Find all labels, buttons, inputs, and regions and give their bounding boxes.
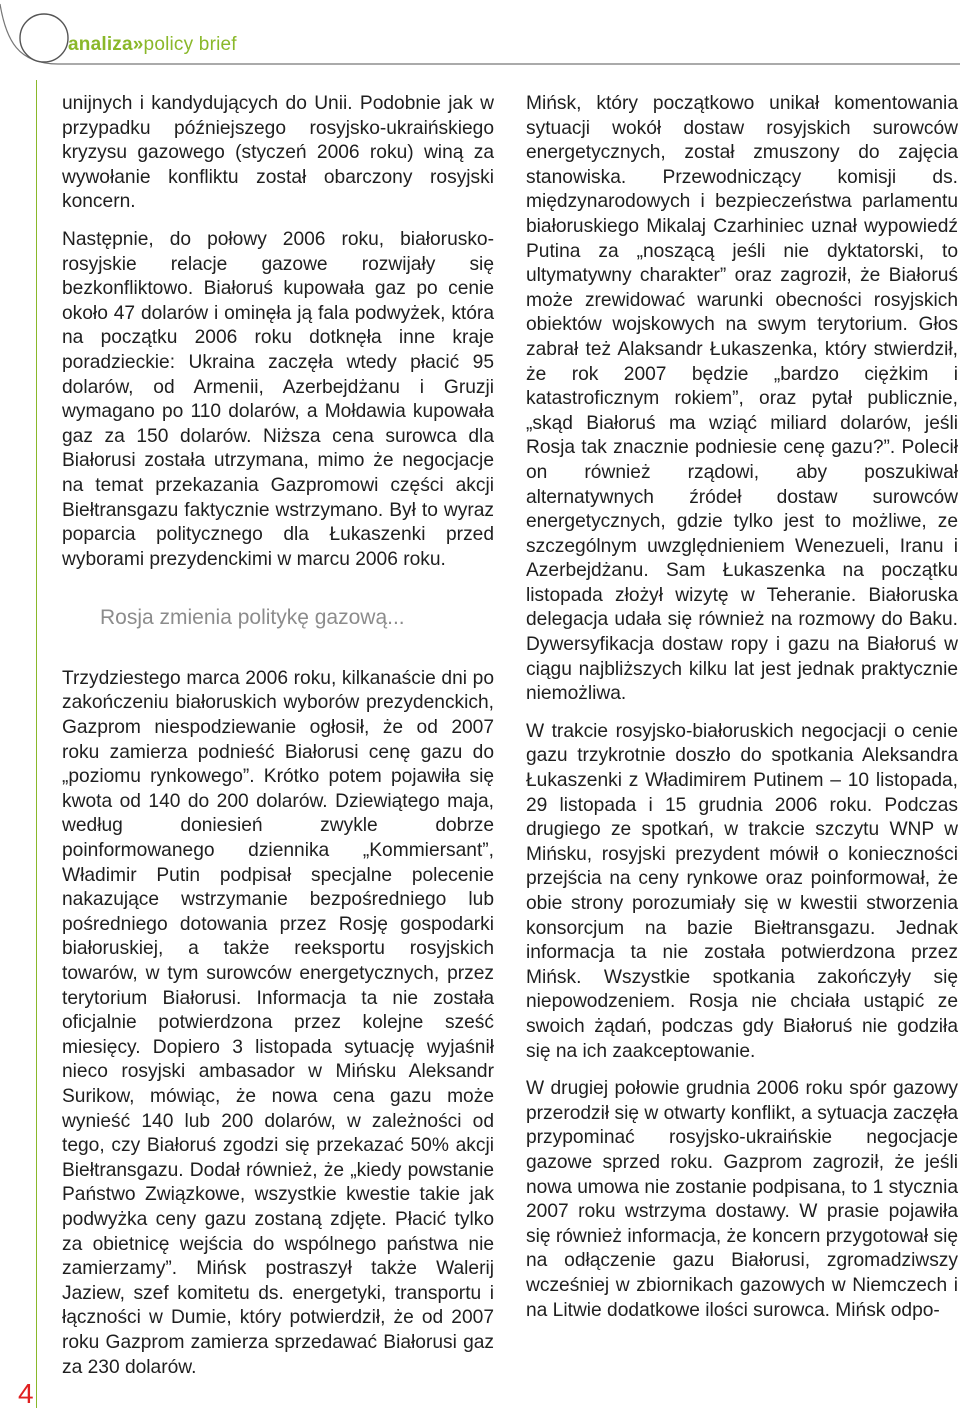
right-paragraph-2: W trakcie rosyjsko-białoruskich negocjacji o cenie gazu trzykrotnie doszło do spotkania Aleksandra Łukaszenki z Władimirem Putinem – 10 listopada, 29 listopada i 15 grudnia 2006 roku. Podczas drugiego ze spotkań, w trakcie szczytu WNP w Mińsku, rosyjski prezydent mówił o konieczności przejścia na ceny rynkowe oraz poinformował, że obie strony porozumiały się w kwestii stworzenia konsorcjum na bazie Biełtransgazu. Jednak informacja ta nie została potwierdzona przez Mińsk. Wszystkie spotkania zakończyły się niepowodzeniem. Rosja nie chciała ustąpić ze swoich żądań, podczas gdy Białoruś nie godziła się na ich zaakceptowanie.: [526, 720, 958, 1062]
left-paragraph-1: unijnych i kandydujących do Unii. Podobnie jak w przypadku późniejszego rosyjsko-ukraińskiego kryzysu gazowego (styczeń 2006 roku) winą za wywołanie konfliktu został obarczony rosyjski koncern.: [62, 93, 494, 213]
brand-part1: analiza: [68, 34, 133, 55]
brand-logo: [68, 34, 237, 56]
right-column: [526, 92, 958, 1336]
left-paragraph-3: Trzydziestego marca 2006 roku, kilkanaście dni po zakończeniu białoruskich wyborów prezydenckich, Gazprom niespodziewanie ogłosił, że od 2007 roku zamierza podnieść Białorusi cenę gazu do „poziomu rynkowego”. Krótko potem pojawiła się kwota od 140 do 200 dolarów. Dziewiątego maja, według doniesień zwykle dobrze poinformowanego dziennika „Kommiersant”, Władimir Putin podpisał specjalne polecenie nakazujące wstrzymanie bezpośredniego lub pośredniego dotowania przez Rosję gospodarki białoruskiej, a także reeksportu rosyjskich towarów, w tym surowców energetycznych, przez terytorium Białorusi. Informacja ta nie została oficjalnie potwierdzona przez kolejne sześć miesięcy. Dopiero 3 listopada sytuację wyjaśnił nieco rosyjski ambasador w Mińsku Aleksandr Surikow, mówiąc, że nowa cena gazu może wynieść 140 lub 200 dolarów, w zależności od tego, czy Białoruś zgodzi się przekazać 50% akcji Biełtransgazu. Dodał również, że „kiedy powstanie Państwo Związkowe, wszystkie kwestie takie jak podwyżka ceny gazu zostaną zdjęte. Płacić tylko za obietnicę wejścia do wspólnego państwa nie zamierzamy”. Mińsk postraszył także Walerij Jaziew, szef komitetu ds. energetyki, transportu i łączności w Dumie, który potwierdził, że od 2007 roku Gazprom zamierza sprzedawać Białorusi gaz za 230 dolarów.: [62, 667, 494, 1378]
left-column: [62, 92, 494, 1393]
header-circle-icon: [20, 14, 68, 62]
right-paragraph-1: Mińsk, który początkowo unikał komentowania sytuacji wokół dostaw rosyjskich surowców energetycznych, został zmuszony do zajęcia stanowiska. Przewodniczący komisji ds. międzynarodowych i bezpieczeństwa parlamentu białoruskiego Mikalaj Czarhiniec uznał wypowiedź Putina za „noszącą jeśli nie dyktatorski, to ultymatywny charakter” oraz zagroził, że Białoruś może zrewidować warunki obecności rosyjskich obiektów wojskowych na swym terytorium. Głos zabrał też Alaksandr Łukaszenka, który stwierdził, że rok 2007 będzie „bardzo ciężkim i katastroficznym rokiem”, oraz pytał publicznie, „skąd Białoruś ma wziąć miliard dolarów, jeśli Rosja tak znacznie podniesie cenę gazu?”. Polecił on również rządowi, aby poszukiwał alternatywnych źródeł dostaw surowców energetycznych, gdzie tylko jest to możliwe, ze szczególnym uwzględnieniem Wenezueli, Iranu i Azerbejdżanu. Sam Łukaszenka na początku listopada złożył wizytę w Teheranie. Białoruska delegacja udała się również na rozmowy do Baku. Dywersyfikacja dostaw ropy i gazu na Białoruś w ciągu najbliższych kilku lat jest jednak praktycznie niemożliwa.: [526, 93, 958, 705]
left-paragraph-2: Następnie, do połowy 2006 roku, białorusko-rosyjskie relacje gazowe rozwijały się bezkonfliktowo. Białoruś kupowała gaz po cenie około 47 dolarów i ominęła ją fala podwyżek, która na początku 2006 roku dotknęła inne kraje poradzieckie: Ukraina zaczęła wtedy płacić 95 dolarów, od Armenii, Azerbejdżanu i Gruzji wymagano po 110 dolarów, a Mołdawia kupowała gaz za 150 dolarów. Niższa cena surowca dla Białorusi została utrzymana, mimo że negocjacje na temat przekazania Gazpromowi części akcji Biełtransgazu faktycznie wstrzymano. Był to wyraz poparcia politycznego dla Łukaszenki przed wyborami prezydenckimi w marcu 2006 roku.: [62, 228, 494, 570]
section-heading: Rosja zmienia politykę gazową...: [100, 606, 405, 630]
page-number: 4: [18, 1378, 34, 1409]
brand-part2: policy brief: [143, 34, 237, 55]
sidebar-rule: [36, 80, 37, 1408]
brand-separator: »: [132, 34, 144, 55]
right-paragraph-3: W drugiej połowie grudnia 2006 roku spór gazowy przerodził się w otwarty konflikt, a sytuacja zaczęła przypominać rosyjsko-ukraińskie negocjacje gazowe sprzed roku. Gazprom zagroził, że jeśli nowa umowa nie zostanie podpisana, to 1 stycznia 2007 roku wstrzyma dostawy. W prasie pojawiła się również informacja, że koncern przygotował się na odłączenie gazu Białorusi, zgromadziwszy wcześniej w zbiornikach gazowych w Niemczech i na Litwie dodatkowe ilości surowca. Mińsk odpo-: [526, 1078, 958, 1321]
